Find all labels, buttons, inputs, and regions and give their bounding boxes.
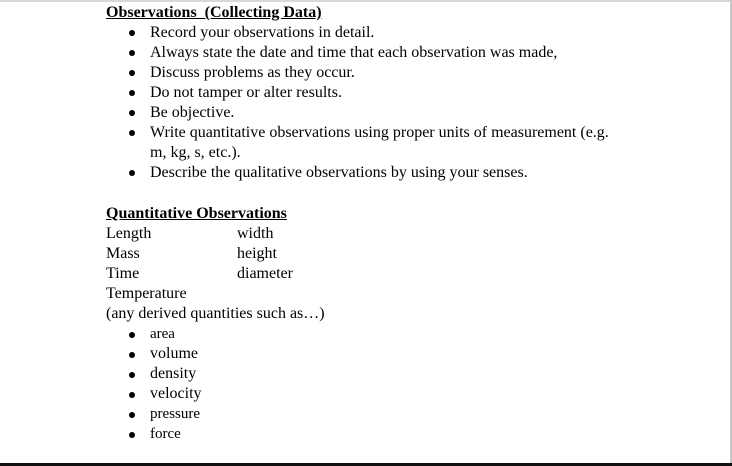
temperature-label: Temperature	[106, 285, 187, 302]
list-item: Write quantitative observations using proper units of measurement (e.g. m, kg, s, etc.).	[106, 123, 620, 163]
quantity-left: Mass	[106, 245, 140, 262]
list-item: density	[106, 364, 706, 384]
observations-list	[106, 23, 706, 183]
list-item: volume	[106, 344, 706, 364]
quantity-row	[106, 264, 706, 284]
document-page	[106, 3, 706, 444]
bullet-icon	[129, 50, 135, 56]
list-item: area	[106, 324, 706, 344]
bullet-icon	[129, 332, 135, 338]
list-item: Be objective.	[106, 103, 706, 123]
bullet-icon	[129, 352, 135, 358]
list-item: force	[106, 424, 706, 444]
list-item: Describe the qualitative observations by using your senses.	[106, 163, 706, 183]
quantity-row	[106, 244, 706, 264]
top-border	[0, 0, 732, 2]
quantity-right: height	[237, 245, 277, 262]
quantity-right: diameter	[237, 265, 293, 282]
bullet-icon	[129, 392, 135, 398]
quantitative-heading: Quantitative Observations	[106, 205, 287, 222]
bullet-icon	[129, 110, 135, 116]
list-item: Record your observations in detail.	[106, 23, 706, 43]
quantity-left: Length	[106, 225, 152, 242]
derived-list	[106, 324, 706, 444]
list-item: Always state the date and time that each observation was made,	[106, 43, 706, 63]
bullet-icon	[129, 30, 135, 36]
list-item: Discuss problems as they occur.	[106, 63, 706, 83]
list-item: Do not tamper or alter results.	[106, 83, 706, 103]
quantity-row	[106, 224, 706, 244]
bullet-icon	[129, 372, 135, 378]
list-item: pressure	[106, 404, 706, 424]
bullet-icon	[129, 412, 135, 418]
bullet-icon	[129, 90, 135, 96]
derived-intro: (any derived quantities such as…)	[106, 305, 325, 322]
bullet-icon	[129, 432, 135, 438]
quantity-left: Time	[106, 265, 140, 282]
bullet-icon	[129, 170, 135, 176]
bullet-icon	[129, 130, 135, 136]
observations-heading: Observations (Collecting Data)	[106, 4, 322, 21]
bullet-icon	[129, 70, 135, 76]
quantity-right: width	[237, 225, 274, 242]
spacer	[106, 183, 706, 204]
list-item: velocity	[106, 384, 706, 404]
